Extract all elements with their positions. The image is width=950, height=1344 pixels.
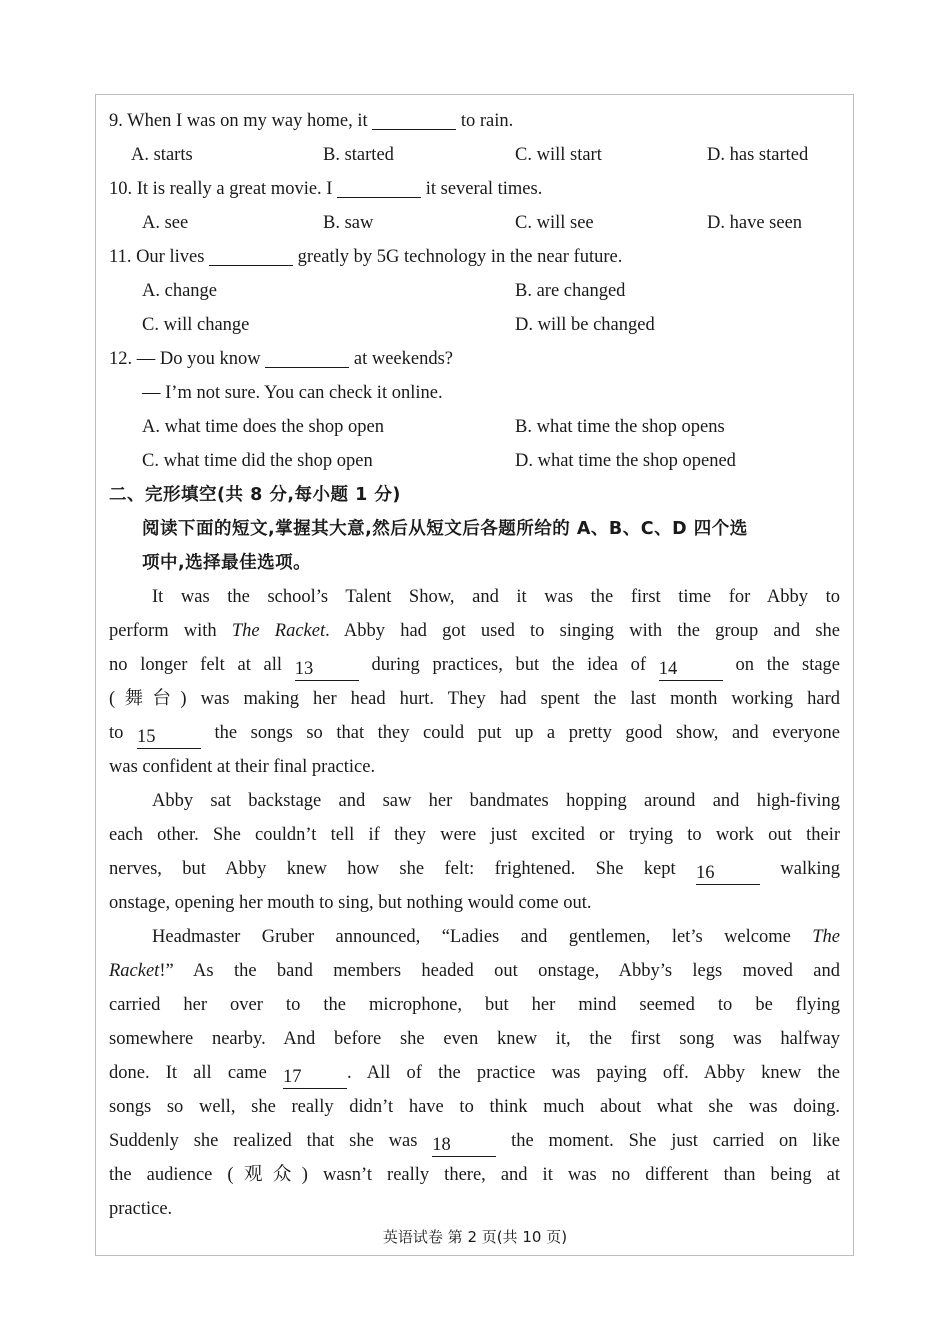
answer-blank (265, 345, 349, 368)
passage-line: carried her over to the microphone, but her mind seemed to be flying (109, 995, 840, 1015)
passage-line (109, 954, 840, 988)
question-9 (109, 104, 840, 138)
passage-line: the audience (观众) wasn’t really there, and it was no different than being at (109, 1165, 840, 1185)
question-text: greatly by 5G technology in the near future. (297, 247, 623, 267)
passage-line (109, 716, 840, 750)
option-d: D. will be changed (515, 315, 655, 335)
passage-line (109, 648, 840, 682)
passage-text: walking (780, 859, 840, 879)
option-d: D. what time the shop opened (515, 451, 736, 471)
option-c: C. will see (515, 213, 594, 233)
passage-line (109, 852, 840, 886)
passage-text: done. It all came (109, 1063, 267, 1083)
passage-line: somewhere nearby. And before she even knew it, the first song was halfway (109, 1029, 840, 1049)
band-name: The (812, 927, 840, 947)
passage-text: during practices, but the idea of (371, 655, 647, 675)
question-text: to rain. (460, 111, 514, 131)
option-a: A. see (142, 213, 189, 233)
passage-text: Headmaster Gruber announced, “Ladies and gentlemen, let’s welcome (152, 927, 813, 947)
question-11-options-row1 (109, 274, 840, 308)
passage-line: practice. (109, 1199, 173, 1219)
blank-18: 18 (432, 1134, 496, 1157)
question-text: 10. It is really a great movie. I (109, 179, 333, 199)
passage-text: on the stage (735, 655, 840, 675)
question-12-reply: — I’m not sure. You can check it online. (142, 383, 443, 403)
blank-14: 14 (659, 658, 723, 681)
question-9-options (109, 138, 840, 172)
passage-line: songs so well, she really didn’t have to think much about what she was doing. (109, 1097, 840, 1117)
question-11 (109, 240, 840, 274)
option-d: D. have seen (707, 213, 803, 233)
passage-text: . All of the practice was paying off. Abby knew the (347, 1063, 840, 1083)
blank-13: 13 (295, 658, 359, 681)
option-c: C. will change (142, 315, 250, 335)
passage-text: perform with (109, 621, 232, 641)
passage-text: to (109, 723, 124, 743)
passage-text: the moment. She just carried on like (511, 1131, 840, 1151)
blank-15: 15 (137, 726, 201, 749)
option-c: C. will start (515, 145, 602, 165)
question-10-options (109, 206, 840, 240)
passage-text: !” As the band members headed out onstage, Abby’s legs moved and (159, 961, 840, 981)
passage-line: onstage, opening her mouth to sing, but nothing would come out. (109, 893, 592, 913)
question-12-options-row1 (109, 410, 840, 444)
blank-17: 17 (283, 1066, 347, 1089)
question-11-options-row2 (109, 308, 840, 342)
option-b: B. started (323, 145, 394, 165)
option-c: C. what time did the shop open (142, 451, 373, 471)
passage-line: It was the school’s Talent Show, and it was the first time for Abby to (152, 587, 840, 607)
passage-line (109, 614, 840, 648)
page-footer: 英语试卷 第 2 页(共 10 页) (382, 1228, 568, 1246)
passage-text: . Abby had got used to singing with the group and she (325, 621, 840, 641)
answer-blank (337, 175, 421, 198)
section-heading: 二、完形填空(共 8 分,每小题 1 分) (109, 485, 401, 505)
option-a: A. what time does the shop open (142, 417, 384, 437)
option-b: B. saw (323, 213, 374, 233)
passage-line (109, 1124, 840, 1158)
option-d: D. has started (707, 145, 809, 165)
passage-line: was confident at their final practice. (109, 757, 376, 777)
question-10 (109, 172, 840, 206)
question-12-options-row2 (109, 444, 840, 478)
question-text: 11. Our lives (109, 247, 205, 267)
exam-content (109, 104, 840, 1226)
passage-text: the songs so that they could put up a pretty good show, and everyone (214, 723, 840, 743)
option-b: B. what time the shop opens (515, 417, 725, 437)
section-instructions-2: 项中,选择最佳选项。 (142, 553, 312, 573)
option-a: A. starts (131, 145, 193, 165)
option-b: B. are changed (515, 281, 626, 301)
answer-blank (372, 107, 456, 130)
passage-line: Abby sat backstage and saw her bandmates hopping around and high-fiving (152, 791, 840, 811)
passage-text: nerves, but Abby knew how she felt: frightened. She kept (109, 859, 676, 879)
question-text: it several times. (425, 179, 543, 199)
band-name: The Racket (231, 621, 326, 641)
passage-text: Suddenly she realized that she was (109, 1131, 418, 1151)
question-12 (109, 342, 840, 376)
option-a: A. change (142, 281, 217, 301)
section-instructions-1: 阅读下面的短文,掌握其大意,然后从短文后各题所给的 A、B、C、D 四个选 (142, 519, 748, 539)
passage-line (109, 920, 840, 954)
question-text: 12. — Do you know (109, 349, 261, 369)
passage-line: each other. She couldn’t tell if they were just excited or trying to work out their (109, 825, 840, 845)
question-text: at weekends? (353, 349, 453, 369)
blank-16: 16 (696, 862, 760, 885)
passage-line: (舞台) was making her head hurt. They had spent the last month working hard (109, 689, 840, 709)
passage-text: no longer felt at all (109, 655, 283, 675)
passage-line (109, 1056, 840, 1090)
answer-blank (209, 243, 293, 266)
band-name: Racket (109, 961, 160, 981)
question-text: 9. When I was on my way home, it (109, 111, 368, 131)
